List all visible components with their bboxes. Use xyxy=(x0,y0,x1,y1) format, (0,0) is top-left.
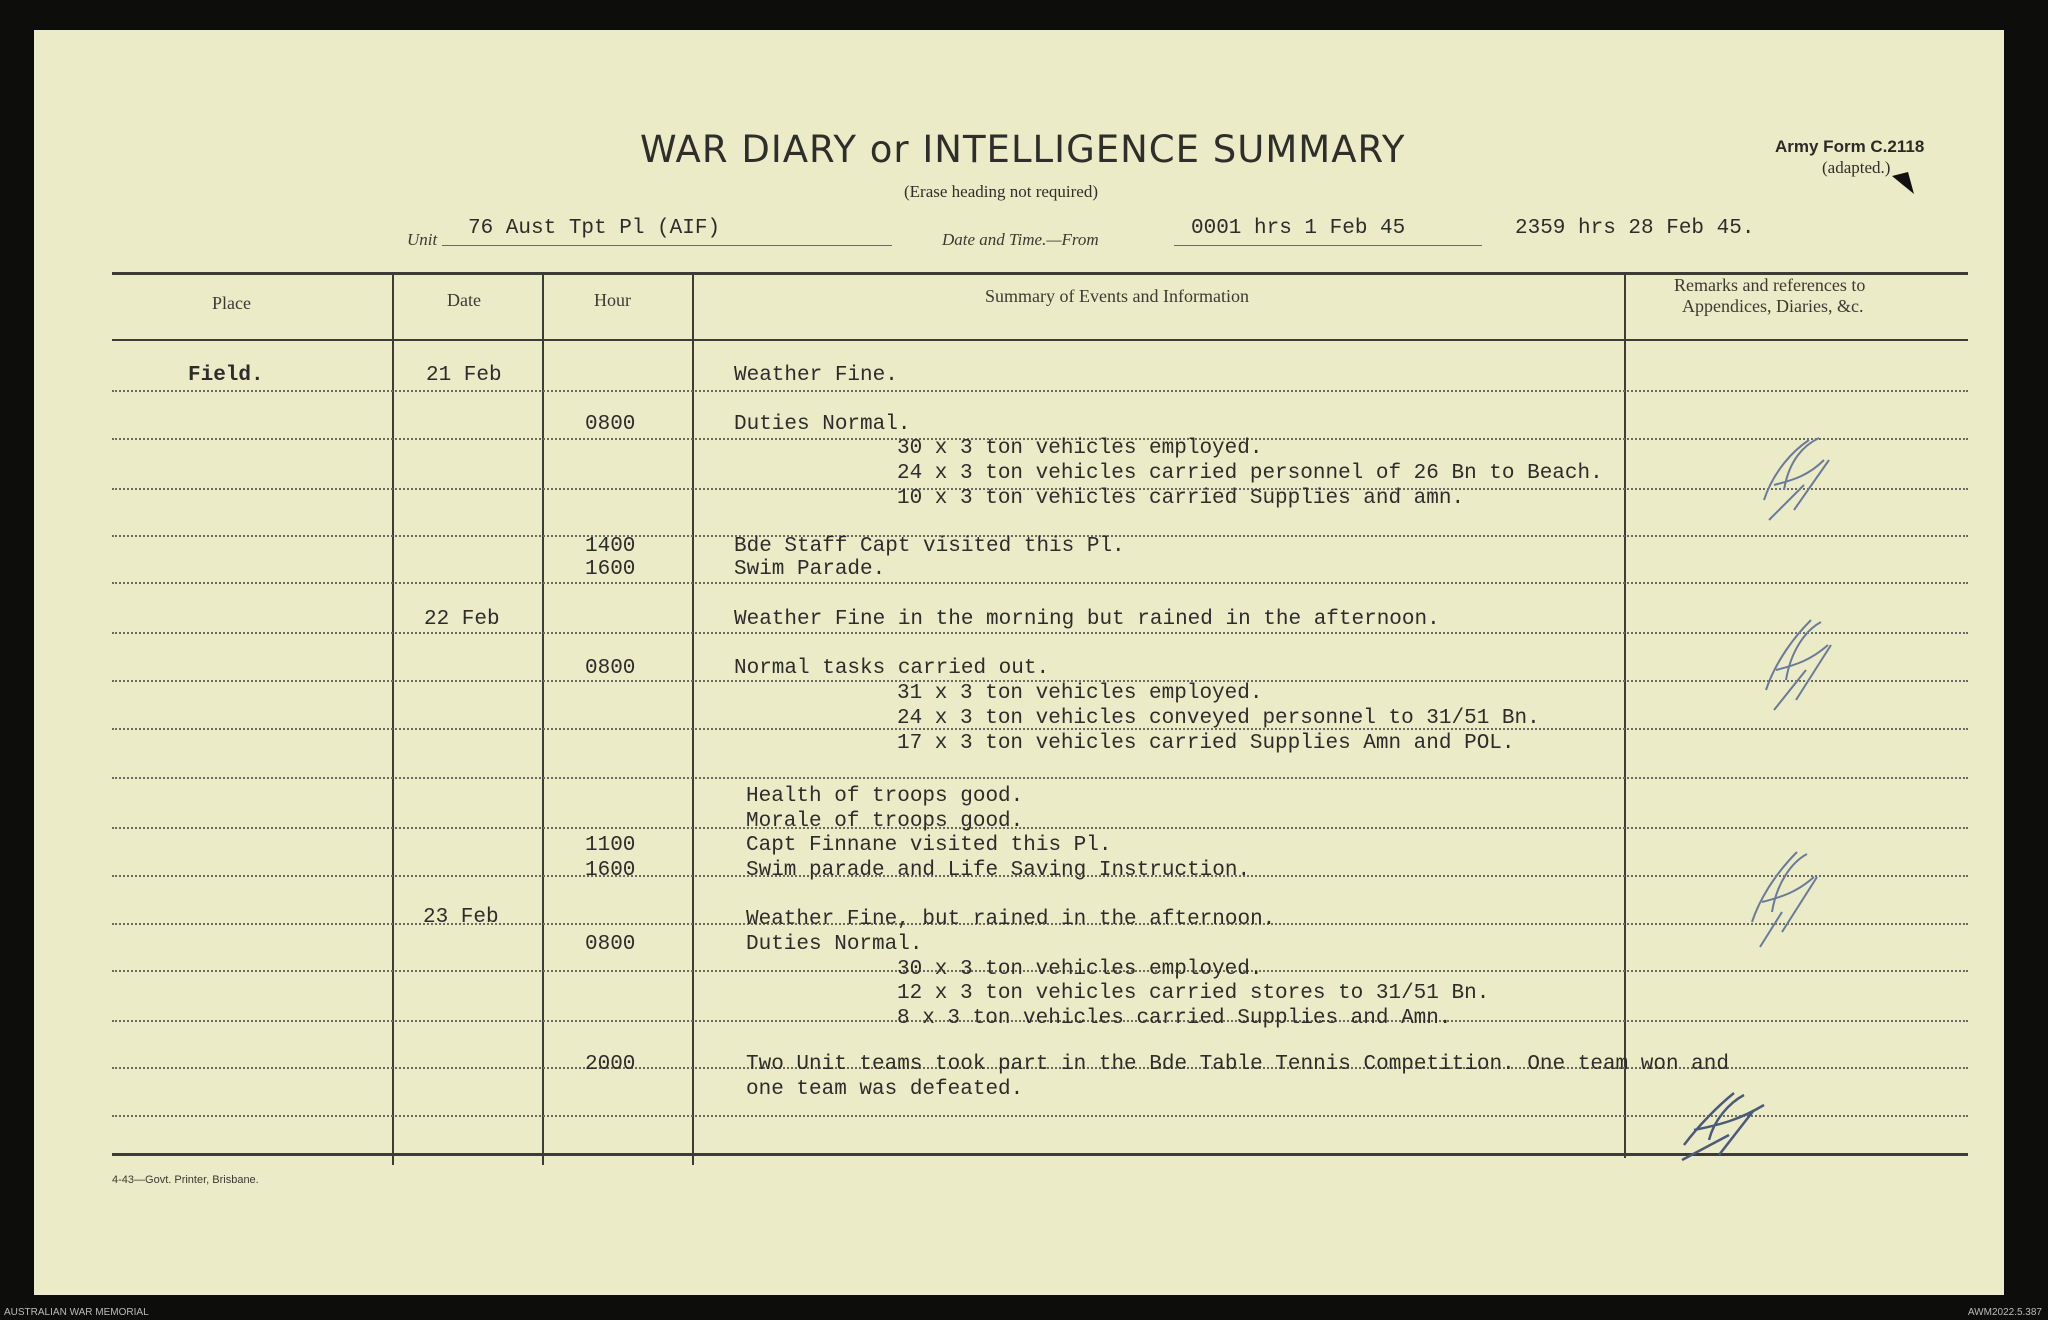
entry-text: 17 x 3 ton vehicles carried Supplies Amn and POL. xyxy=(897,732,1515,755)
entry-text: one team was defeated. xyxy=(746,1078,1024,1101)
entry-text: 12 x 3 ton vehicles carried stores to 31/51 Bn. xyxy=(897,982,1490,1005)
entry-place: Field. xyxy=(188,364,264,387)
row-rule xyxy=(112,827,1968,829)
entry-text: 10 x 3 ton vehicles carried Supplies and amn. xyxy=(897,487,1465,510)
initials-signature xyxy=(1754,430,1844,530)
entry-text: Weather Fine, but rained in the afternoon. xyxy=(746,908,1276,931)
army-form-number: Army Form C.2118 xyxy=(1775,137,1925,156)
date-underline xyxy=(1174,245,1482,246)
entry-hour: 0800 xyxy=(585,657,636,680)
entry-text: 24 x 3 ton vehicles conveyed personnel to 31/51 Bn. xyxy=(897,707,1540,730)
printer-imprint: 4-43—Govt. Printer, Brisbane. xyxy=(112,1174,259,1186)
column-divider-date xyxy=(542,273,544,1165)
entry-text: Two Unit teams took part in the Bde Table Tennis Competition. One team won and xyxy=(746,1053,1729,1076)
unit-value: 76 Aust Tpt Pl (AIF) xyxy=(468,217,721,240)
col-header-remarks-1: Remarks and references to xyxy=(1674,275,1866,295)
row-rule xyxy=(112,582,1968,584)
column-divider-place xyxy=(392,273,394,1165)
entry-text: Swim parade and Life Saving Instruction. xyxy=(746,859,1251,882)
unit-label: Unit xyxy=(407,230,438,249)
col-header-hour: Hour xyxy=(594,290,631,310)
entry-date: 22 Feb xyxy=(424,608,500,631)
column-divider-hour xyxy=(692,273,694,1165)
entry-hour: 1600 xyxy=(585,859,636,882)
entry-hour: 0800 xyxy=(585,413,636,436)
entry-hour: 1400 xyxy=(585,535,636,558)
header-bottom-rule xyxy=(112,339,1968,341)
army-form-note: (adapted.) xyxy=(1822,158,1891,177)
column-divider-remarks xyxy=(1624,273,1626,1158)
entry-text: Morale of troops good. xyxy=(746,810,1024,833)
document-sheet xyxy=(34,30,2004,1295)
entry-text: Health of troops good. xyxy=(746,785,1024,808)
entry-text: 24 x 3 ton vehicles carried personnel of 26 Bn to Beach. xyxy=(897,462,1603,485)
punch-mark xyxy=(1888,168,1918,198)
col-header-remarks-2: Appendices, Diaries, &c. xyxy=(1682,296,1864,316)
form-title: WAR DIARY or INTELLIGENCE SUMMARY xyxy=(640,128,1406,171)
entry-date: 21 Feb xyxy=(426,364,502,387)
entry-text: Capt Finnane visited this Pl. xyxy=(746,834,1112,857)
row-rule xyxy=(112,777,1968,779)
initials-signature xyxy=(1756,610,1846,720)
col-header-place: Place xyxy=(212,293,251,313)
form-subtitle: (Erase heading not required) xyxy=(904,182,1098,201)
footer-left-credit: AUSTRALIAN WAR MEMORIAL xyxy=(4,1307,149,1318)
date-time-label: Date and Time.—From xyxy=(942,230,1099,249)
entry-text: Normal tasks carried out. xyxy=(734,657,1050,680)
entry-text: 30 x 3 ton vehicles employed. xyxy=(897,958,1263,981)
col-header-summary: Summary of Events and Information xyxy=(985,286,1249,306)
date-from-value: 0001 hrs 1 Feb 45 xyxy=(1191,217,1406,240)
entry-text: 30 x 3 ton vehicles employed. xyxy=(897,437,1263,460)
col-header-date: Date xyxy=(447,290,481,310)
footer-right-id: AWM2022.5.387 xyxy=(1967,1307,2042,1318)
entry-text: Duties Normal. xyxy=(746,933,923,956)
entry-hour: 1100 xyxy=(585,834,636,857)
entry-text: Swim Parade. xyxy=(734,558,886,581)
entry-hour: 0800 xyxy=(585,933,636,956)
unit-underline xyxy=(442,245,892,246)
entry-text: 8 x 3 ton vehicles carried Supplies and Amn. xyxy=(897,1007,1452,1030)
entry-date: 23 Feb xyxy=(423,906,499,929)
entry-hour: 1600 xyxy=(585,558,636,581)
row-rule xyxy=(112,390,1968,392)
entry-text: Bde Staff Capt visited this Pl. xyxy=(734,535,1125,558)
entry-hour: 2000 xyxy=(585,1053,636,1076)
entry-text: Weather Fine. xyxy=(734,364,898,387)
row-rule xyxy=(112,632,1968,634)
date-to-value: 2359 hrs 28 Feb 45. xyxy=(1515,217,1755,240)
entry-text: 31 x 3 ton vehicles employed. xyxy=(897,682,1263,705)
initials-signature xyxy=(1742,842,1832,952)
initials-signature xyxy=(1674,1085,1784,1165)
entry-text: Weather Fine in the morning but rained in the afternoon. xyxy=(734,608,1440,631)
entry-text: Duties Normal. xyxy=(734,413,911,436)
